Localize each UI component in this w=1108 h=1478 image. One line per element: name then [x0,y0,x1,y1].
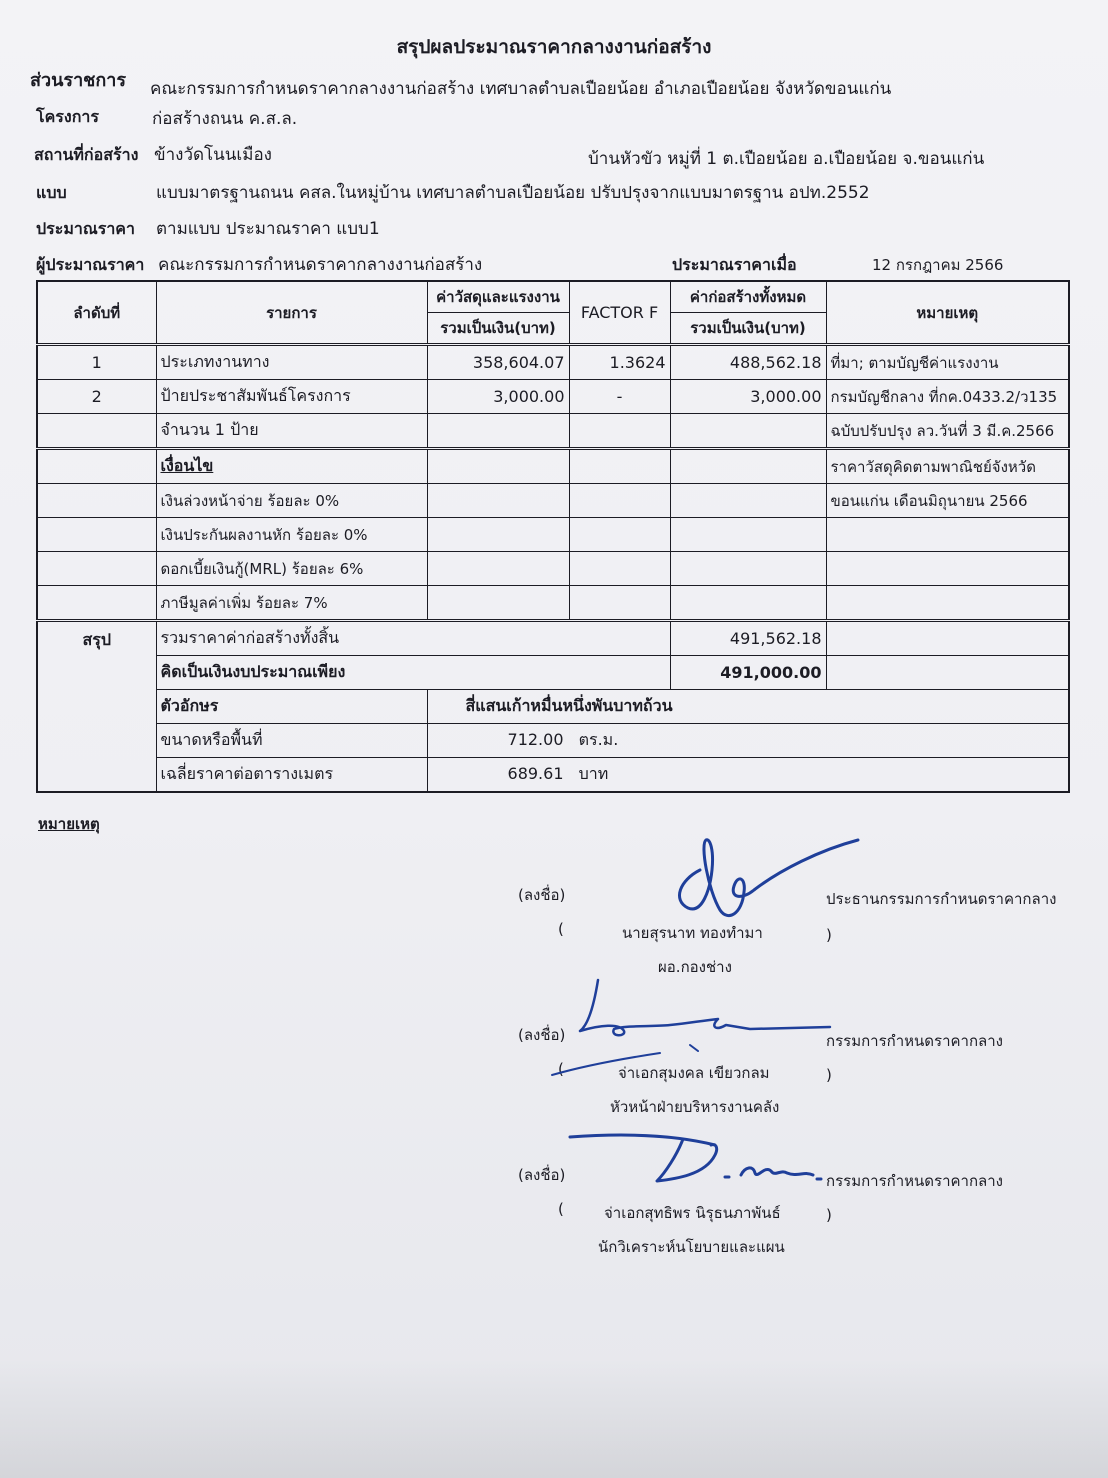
signature-2-icon [540,975,840,1085]
grand-total-label: รวมราคาค่าก่อสร้างทั้งสิ้น [156,621,670,656]
conditions-heading-row [37,449,1069,484]
header-total-bottom: รวมเป็นเงิน(บาท) [670,313,826,345]
row-no: 1 [37,345,156,380]
condition-interest: ดอกเบี้ยเงินกู้(MRL) ร้อยละ 6% [156,552,427,586]
cost-summary-table [36,280,1070,793]
row-item: ป้ายประชาสัมพันธ์โครงการ [156,380,427,414]
summary-area-row [37,724,1069,758]
row-no [37,414,156,449]
header-no: ลำดับที่ [37,281,156,345]
estimator-value: คณะกรรมการกำหนดราคากลางงานก่อสร้าง [158,255,483,275]
row-item: จำนวน 1 ป้าย [156,414,427,449]
summary-total-row [37,621,1069,656]
summary-label: สรุป [37,621,156,793]
row-factor [569,414,670,449]
date-label: ประมาณราคาเมื่อ [672,255,797,274]
signature-3-icon [565,1125,835,1195]
agency-value: คณะกรรมการกำหนดราคากลางงานก่อสร้าง เทศบาลตำบลเปือยน้อย อำเภอเปือยน้อย จังหวัดขอนแก่น [150,79,892,99]
header-material-top: ค่าวัสดุและแรงงาน [427,281,569,313]
area-label: ขนาดหรือพื้นที่ [156,724,427,758]
note-label: หมายเหตุ [38,815,100,833]
document-title: สรุปผลประมาณราคากลางงานก่อสร้าง [396,36,712,58]
site-value: ข้างวัดโนนเมือง [154,145,272,165]
avg-unit: บาท [578,764,609,783]
letters-label: ตัวอักษร [156,690,427,724]
row-total: 488,562.18 [670,345,826,380]
site-label: สถานที่ก่อสร้าง [34,145,139,164]
paren-close: ) [826,1206,832,1224]
header-remark: หมายเหตุ [826,281,1069,345]
paren-open: ( [558,920,564,938]
row-factor: - [569,380,670,414]
conditions-remark-1: ราคาวัสดุคิดตามพาณิชย์จังหวัด [826,449,1069,484]
signer-title-3: นักวิเคราะห์นโยบายและแผน [598,1238,785,1256]
row-material: 3,000.00 [427,380,569,414]
sign-label-1: (ลงชื่อ) [518,886,566,904]
condition-retention: เงินประกันผลงานหัก ร้อยละ 0% [156,518,427,552]
conditions-label: เงื่อนไข [156,449,427,484]
table-row [37,380,1069,414]
signer-title-1: ผอ.กองช่าง [658,958,732,976]
paren-close: ) [826,1066,832,1084]
summary-letters-row [37,690,1069,724]
signer-title-2: หัวหน้าฝ่ายบริหารงานคลัง [610,1098,780,1116]
conditions-remark-2: ขอนแก่น เดือนมิถุนายน 2566 [826,484,1069,518]
signer-name-3: จ่าเอกสุทธิพร นิรุธนภาพันธ์ [604,1204,781,1222]
summary-avg-row [37,758,1069,793]
header-total-top: ค่าก่อสร้างทั้งหมด [670,281,826,313]
signer-name-1: นายสุรนาท ทองทำมา [622,924,763,942]
table-row [37,345,1069,380]
date-value: 12 กรกฎาคม 2566 [872,256,1004,274]
signer-role-3: กรรมการกำหนดราคากลาง [826,1172,1003,1190]
estimator-label: ผู้ประมาณราคา [36,255,145,274]
row-no: 2 [37,380,156,414]
avg-value: 689.61 [507,764,564,783]
row-item: ประเภทงานทาง [156,345,427,380]
estimate-label: ประมาณราคา [36,219,135,238]
table-header-row [37,281,1069,313]
row-material [427,414,569,449]
agency-label: ส่วนราชการ [30,70,127,91]
row-total: 3,000.00 [670,380,826,414]
area-value: 712.00 [507,730,564,749]
table-row [37,414,1069,449]
signer-name-2: จ่าเอกสุมงคล เขียวกลม [618,1064,770,1082]
signature-1-icon [650,830,870,930]
sign-label-3: (ลงชื่อ) [518,1166,566,1184]
site-address: บ้านหัวขัว หมู่ที่ 1 ต.เปือยน้อย อ.เปือยน้อย จ.ขอนแก่น [588,149,985,169]
condition-advance: เงินล่วงหน้าจ่าย ร้อยละ 0% [156,484,427,518]
row-remark: ฉบับปรับปรุง ลว.วันที่ 3 มี.ค.2566 [826,414,1069,449]
row-total [670,414,826,449]
row-remark: กรมบัญชีกลาง ที่กค.0433.2/ว135 [826,380,1069,414]
sign-label-2: (ลงชื่อ) [518,1026,566,1044]
design-value: แบบมาตรฐานถนน คสล.ในหมู่บ้าน เทศบาลตำบลเปือยน้อย ปรับปรุงจากแบบมาตรฐาน อปท.2552 [156,183,870,203]
signer-role-1: ประธานกรรมการกำหนดราคากลาง [826,890,1057,908]
paren-close: ) [826,926,832,944]
paren-open: ( [558,1200,564,1218]
letters-value: สี่แสนเก้าหมื่นหนึ่งพันบาทถ้วน [427,690,1069,724]
header-factor: FACTOR F [569,281,670,345]
project-value: ก่อสร้างถนน ค.ส.ล. [152,109,298,129]
summary-budget-row [37,656,1069,690]
area-unit: ตร.ม. [578,730,619,749]
budget-label: คิดเป็นเงินงบประมาณเพียง [156,656,670,690]
budget-value: 491,000.00 [670,656,826,690]
row-remark: ที่มา; ตามบัญชีค่าแรงงาน [826,345,1069,380]
row-material: 358,604.07 [427,345,569,380]
header-material-bottom: รวมเป็นเงิน(บาท) [427,313,569,345]
condition-row [37,484,1069,518]
condition-vat: ภาษีมูลค่าเพิ่ม ร้อยละ 7% [156,586,427,621]
header-item: รายการ [156,281,427,345]
estimate-value: ตามแบบ ประมาณราคา แบบ1 [156,219,380,239]
avg-label: เฉลี่ยราคาต่อตารางเมตร [156,758,427,793]
signer-role-2: กรรมการกำหนดราคากลาง [826,1032,1003,1050]
paren-open: ( [558,1060,564,1078]
grand-total-value: 491,562.18 [670,621,826,656]
design-label: แบบ [36,183,67,202]
condition-row [37,518,1069,552]
condition-row [37,586,1069,621]
row-factor: 1.3624 [569,345,670,380]
condition-row [37,552,1069,586]
project-label: โครงการ [36,107,99,126]
